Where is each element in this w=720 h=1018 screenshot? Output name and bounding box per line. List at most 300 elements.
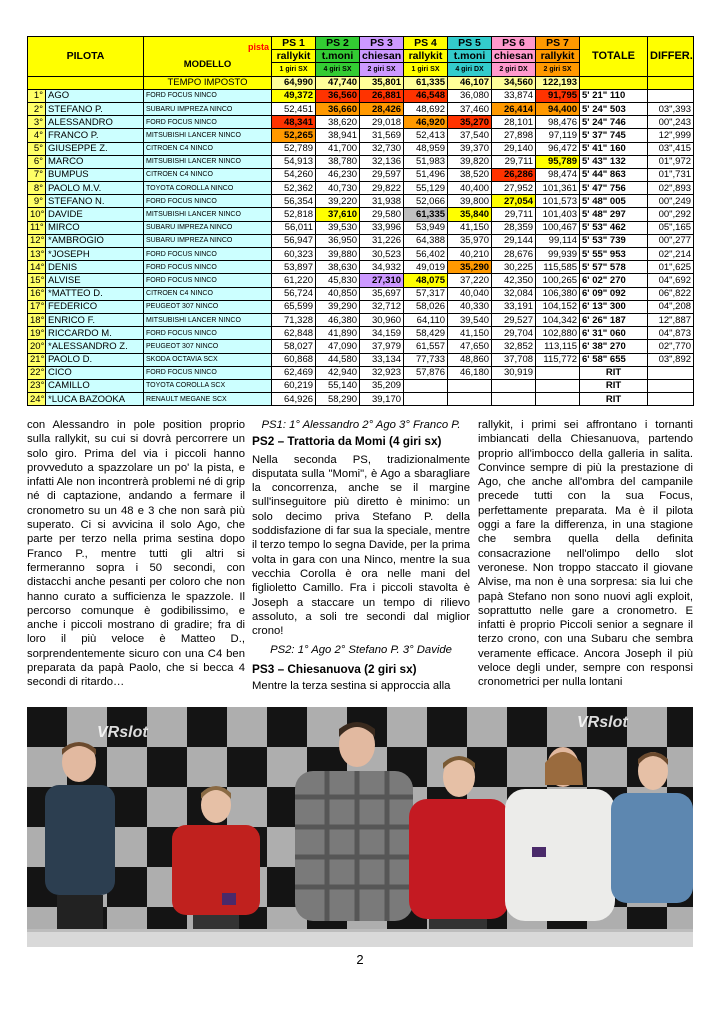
row-ps3-time: 27,310 bbox=[360, 274, 404, 287]
row-ps4-time bbox=[404, 379, 448, 392]
row-model: PEUGEOT 307 NINCO bbox=[144, 300, 272, 313]
table-row bbox=[28, 89, 694, 102]
ps2-title: PS2 – Trattoria da Momi (4 giri sx) bbox=[252, 434, 442, 449]
row-difference: 02",214 bbox=[648, 248, 694, 261]
row-ps4-time: 51,496 bbox=[404, 168, 448, 181]
row-ps2-time: 36,660 bbox=[316, 102, 360, 115]
row-ps1-time: 56,947 bbox=[272, 234, 316, 247]
row-ps7-time: 113,115 bbox=[536, 340, 580, 353]
table-row bbox=[28, 234, 694, 247]
row-ps3-time: 26,881 bbox=[360, 89, 404, 102]
table-row bbox=[28, 261, 694, 274]
row-ps1-time: 60,323 bbox=[272, 248, 316, 261]
row-ps7-time bbox=[536, 379, 580, 392]
header-ps2-sub: 4 giri SX bbox=[316, 63, 360, 76]
row-difference: 12",999 bbox=[648, 129, 694, 142]
row-total: 6' 13" 300 bbox=[580, 300, 648, 313]
row-ps6-time: 29,711 bbox=[492, 208, 536, 221]
row-position: 2° bbox=[28, 102, 46, 115]
table-row bbox=[28, 221, 694, 234]
row-model: RENAULT MEGANE SCX bbox=[144, 393, 272, 406]
table-row bbox=[28, 274, 694, 287]
row-pilot: DAVIDE bbox=[46, 208, 144, 221]
row-difference: 01",731 bbox=[648, 168, 694, 181]
row-ps4-time: 48,959 bbox=[404, 142, 448, 155]
row-total: 5' 37" 745 bbox=[580, 129, 648, 142]
table-row bbox=[28, 142, 694, 155]
row-ps2-time: 40,850 bbox=[316, 287, 360, 300]
row-difference: 06",822 bbox=[648, 287, 694, 300]
row-ps2-time: 46,230 bbox=[316, 168, 360, 181]
row-ps1-time: 65,599 bbox=[272, 300, 316, 313]
header-ps2: PS 2 bbox=[316, 37, 360, 50]
table-row bbox=[28, 208, 694, 221]
row-ps3-time: 31,938 bbox=[360, 195, 404, 208]
row-ps3-time: 31,569 bbox=[360, 129, 404, 142]
row-total: RIT bbox=[580, 366, 648, 379]
row-ps3-time: 29,822 bbox=[360, 182, 404, 195]
row-position: 6° bbox=[28, 155, 46, 168]
row-ps2-time: 44,580 bbox=[316, 353, 360, 366]
row-ps4-time: 61,335 bbox=[404, 208, 448, 221]
row-difference: 04",208 bbox=[648, 300, 694, 313]
row-model: FORD FOCUS NINCO bbox=[144, 274, 272, 287]
row-total: 6' 58" 655 bbox=[580, 353, 648, 366]
row-model: MITSUBISHI LANCER NINCO bbox=[144, 313, 272, 326]
row-ps5-time: 39,800 bbox=[448, 195, 492, 208]
row-ps3-time: 35,697 bbox=[360, 287, 404, 300]
row-ps5-time: 40,210 bbox=[448, 248, 492, 261]
row-ps1-time: 61,220 bbox=[272, 274, 316, 287]
page-number: 2 bbox=[356, 952, 364, 967]
row-total: 5' 48" 297 bbox=[580, 208, 648, 221]
row-pilot: STEFANO N. bbox=[46, 195, 144, 208]
ps3-text: Mentre la terza sestina si approccia alla bbox=[252, 680, 451, 693]
row-ps6-time: 30,225 bbox=[492, 261, 536, 274]
row-model: MITSUBISHI LANCER NINCO bbox=[144, 129, 272, 142]
row-position: 22° bbox=[28, 366, 46, 379]
row-ps4-time: 57,317 bbox=[404, 287, 448, 300]
row-difference: 03",393 bbox=[648, 102, 694, 115]
row-ps2-time: 38,630 bbox=[316, 261, 360, 274]
row-model: SUBARU IMPREZA NINCO bbox=[144, 234, 272, 247]
row-ps3-time: 29,018 bbox=[360, 116, 404, 129]
row-ps3-time: 37,979 bbox=[360, 340, 404, 353]
row-ps5-time: 37,220 bbox=[448, 274, 492, 287]
row-model: CITROEN C4 NINCO bbox=[144, 142, 272, 155]
row-ps3-time: 30,960 bbox=[360, 313, 404, 326]
row-ps5-time: 47,650 bbox=[448, 340, 492, 353]
row-total: 6' 31" 060 bbox=[580, 327, 648, 340]
tempo-ps1: 64,990 bbox=[272, 76, 316, 89]
row-ps4-time: 56,402 bbox=[404, 248, 448, 261]
row-ps5-time: 37,460 bbox=[448, 102, 492, 115]
row-ps3-time: 32,923 bbox=[360, 366, 404, 379]
row-ps3-time: 29,580 bbox=[360, 208, 404, 221]
row-pilot: PAOLO M.V. bbox=[46, 182, 144, 195]
row-pilot: *AMBROGIO bbox=[46, 234, 144, 247]
row-model: MITSUBISHI LANCER NINCO bbox=[144, 155, 272, 168]
row-total: 5' 53" 462 bbox=[580, 221, 648, 234]
row-pilot: AGO bbox=[46, 89, 144, 102]
header-modello bbox=[144, 37, 272, 77]
row-ps7-time: 91,795 bbox=[536, 89, 580, 102]
row-pilot: BUMPUS bbox=[46, 168, 144, 181]
row-ps6-time: 26,414 bbox=[492, 102, 536, 115]
table-row bbox=[28, 248, 694, 261]
row-ps7-time: 106,380 bbox=[536, 287, 580, 300]
banner-text-3: VRslot bbox=[577, 714, 628, 731]
row-position: 16° bbox=[28, 287, 46, 300]
row-total: 5' 41" 160 bbox=[580, 142, 648, 155]
table-row bbox=[28, 102, 694, 115]
row-difference: 00",277 bbox=[648, 234, 694, 247]
row-position: 3° bbox=[28, 116, 46, 129]
row-ps6-time: 29,144 bbox=[492, 234, 536, 247]
row-position: 19° bbox=[28, 327, 46, 340]
row-ps6-time: 33,874 bbox=[492, 89, 536, 102]
row-ps5-time bbox=[448, 379, 492, 392]
ps2-text: Nella seconda PS, tradizionalmente disputata sulla "Momi", è Ago a sbaragliare la concorrenza, anche se il margine sull'inseguitore più diretto è minimo: un solo decimo priva Stefano P. della soddisfazione di far sua la speciale, mentre il terzo tempo lo segna Davide, per la prima volta in gara con una Ninco, mentre la sua vecchia Corolla è ora nelle mani del figlioletto Camillo. Fra i piccoli stavolta è Joseph a staccare un tempo di rilievo assoluto, a soli tre secondi dal miglior crono! bbox=[252, 453, 470, 638]
row-pilot: ALVISE bbox=[46, 274, 144, 287]
table-row bbox=[28, 340, 694, 353]
row-ps7-time: 100,265 bbox=[536, 274, 580, 287]
row-ps4-time: 77,733 bbox=[404, 353, 448, 366]
row-total: 5' 24" 746 bbox=[580, 116, 648, 129]
row-ps7-time: 98,474 bbox=[536, 168, 580, 181]
row-pilot: *LUCA BAZOOKA bbox=[46, 393, 144, 406]
row-difference: 12",887 bbox=[648, 313, 694, 326]
row-pilot: MARCO bbox=[46, 155, 144, 168]
row-ps1-time: 53,897 bbox=[272, 261, 316, 274]
header-pilota: PILOTA bbox=[28, 37, 144, 77]
row-pilot: FRANCO P. bbox=[46, 129, 144, 142]
table-row bbox=[28, 379, 694, 392]
row-ps5-time: 40,400 bbox=[448, 182, 492, 195]
row-ps5-time: 35,840 bbox=[448, 208, 492, 221]
row-model: FORD FOCUS NINCO bbox=[144, 261, 272, 274]
table-row bbox=[28, 155, 694, 168]
table-row bbox=[28, 116, 694, 129]
row-ps1-time: 54,260 bbox=[272, 168, 316, 181]
row-difference: 00",243 bbox=[648, 116, 694, 129]
row-ps3-time: 32,730 bbox=[360, 142, 404, 155]
row-ps6-time: 32,852 bbox=[492, 340, 536, 353]
tempo-blank bbox=[28, 76, 144, 89]
row-ps5-time: 39,540 bbox=[448, 313, 492, 326]
row-ps4-time: 55,129 bbox=[404, 182, 448, 195]
row-pilot: *JOSEPH bbox=[46, 248, 144, 261]
row-ps2-time: 47,090 bbox=[316, 340, 360, 353]
row-position: 24° bbox=[28, 393, 46, 406]
row-model: PEUGEOT 307 NINCO bbox=[144, 340, 272, 353]
row-ps1-time: 62,469 bbox=[272, 366, 316, 379]
row-ps6-time: 28,359 bbox=[492, 221, 536, 234]
row-ps5-time: 39,820 bbox=[448, 155, 492, 168]
row-ps6-time: 29,140 bbox=[492, 142, 536, 155]
row-model: FORD FOCUS NINCO bbox=[144, 366, 272, 379]
row-ps6-time: 26,286 bbox=[492, 168, 536, 181]
row-difference: 01",625 bbox=[648, 261, 694, 274]
article-column-3 bbox=[478, 418, 693, 690]
header-ps6-name: chiesan bbox=[492, 50, 536, 63]
row-model: FORD FOCUS NINCO bbox=[144, 89, 272, 102]
row-position: 12° bbox=[28, 234, 46, 247]
header-ps1-name: rallykit bbox=[272, 50, 316, 63]
row-ps6-time: 30,919 bbox=[492, 366, 536, 379]
row-ps6-time: 27,952 bbox=[492, 182, 536, 195]
row-ps2-time: 41,700 bbox=[316, 142, 360, 155]
group-photo bbox=[27, 707, 693, 947]
results-table bbox=[27, 36, 694, 406]
row-ps7-time bbox=[536, 366, 580, 379]
row-total: 5' 57" 578 bbox=[580, 261, 648, 274]
tempo-ps6: 34,560 bbox=[492, 76, 536, 89]
row-ps2-time: 38,780 bbox=[316, 155, 360, 168]
row-ps2-time: 36,560 bbox=[316, 89, 360, 102]
row-ps3-time: 39,170 bbox=[360, 393, 404, 406]
article-col3-text: rallykit, i primi sei affrontano i tornanti imbiancati della Chiesanuova, partendo proprio all'imbocco della galleria in salita. Convince sempre di più la prestazione di Ago, che anche all'ombra del campanile precede tutti con la sua Focus, perfettamente preparata. Ma è il pilota oggi a fare la differenza, in una stagione che sembra quella della definita consacrazione nell'olimpo dello slot veronese. Non troppo staccato il giovane Alvise, ma non è una sorpresa: sia lui che papà Stefano non sono nuovi agli exploit, soprattutto nelle gare a cronometro. E infatti è proprio Piccoli senior a segnare il terzo crono, con una Subaru che sembra veramente efficace. Ancora Joseph il più veloce degli under, sempre con responsi cronometrici per nulla lontani bbox=[478, 419, 693, 689]
header-ps6-sub: 2 giri DX bbox=[492, 63, 536, 76]
row-ps6-time: 37,708 bbox=[492, 353, 536, 366]
row-pilot: *ALESSANDRO Z. bbox=[46, 340, 144, 353]
row-ps1-time: 54,913 bbox=[272, 155, 316, 168]
article-col1-text: con Alessandro in pole position proprio sulla rallykit, su cui si dovrà percorrere un solo giro. Prima del via i piccoli hanno provveduto a spazzolare un po' la pista, e infatti Ale non incontrerà problemi né di grip né di captazione, andando a fermare il cronometro su un 48 e 3 che non sarà più superato. Ci si avvicina il solo Ago, che parte per terzo nella prima sestina dopo Franco P., mentre tutti gli altri si fermeranno sopra i 50 secondi, con distacchi anche pesanti per coloro che non hanno curato a sufficienza le spazzole. Il percorso comunque è godibilissimo, e anche i piccoli mostrano di gradire; fra di loro il più veloce è Matteo D., sorprendentemente sicuro con una C4 ben preparata da papà Paolo, che si becca 4 secondi di ritardo… bbox=[27, 419, 245, 689]
row-pilot: DENIS bbox=[46, 261, 144, 274]
row-difference: 01",972 bbox=[648, 155, 694, 168]
row-ps6-time bbox=[492, 379, 536, 392]
row-ps5-time: 35,270 bbox=[448, 116, 492, 129]
row-model: TOYOTA COROLLA NINCO bbox=[144, 182, 272, 195]
row-ps6-time: 32,084 bbox=[492, 287, 536, 300]
row-ps5-time: 35,290 bbox=[448, 261, 492, 274]
row-ps6-time: 33,191 bbox=[492, 300, 536, 313]
row-ps1-time: 49,372 bbox=[272, 89, 316, 102]
row-ps2-time: 36,950 bbox=[316, 234, 360, 247]
header-totale: TOTALE bbox=[580, 37, 648, 77]
header-ps3: PS 3 bbox=[360, 37, 404, 50]
row-ps1-time: 56,724 bbox=[272, 287, 316, 300]
row-ps7-time: 95,789 bbox=[536, 155, 580, 168]
row-difference bbox=[648, 393, 694, 406]
header-ps7: PS 7 bbox=[536, 37, 580, 50]
row-ps5-time: 40,040 bbox=[448, 287, 492, 300]
row-ps1-time: 56,011 bbox=[272, 221, 316, 234]
row-ps6-time: 29,711 bbox=[492, 155, 536, 168]
row-difference bbox=[648, 366, 694, 379]
row-ps5-time: 40,330 bbox=[448, 300, 492, 313]
row-difference bbox=[648, 89, 694, 102]
row-ps1-time: 52,265 bbox=[272, 129, 316, 142]
row-ps1-time: 60,219 bbox=[272, 379, 316, 392]
row-position: 18° bbox=[28, 313, 46, 326]
row-difference: 05",165 bbox=[648, 221, 694, 234]
header-ps2-name: t.moni bbox=[316, 50, 360, 63]
row-ps4-time: 46,548 bbox=[404, 89, 448, 102]
row-ps2-time: 39,220 bbox=[316, 195, 360, 208]
row-pilot: PAOLO D. bbox=[46, 353, 144, 366]
tempo-ps5: 46,107 bbox=[448, 76, 492, 89]
row-model: SKODA OCTAVIA SCX bbox=[144, 353, 272, 366]
table-row bbox=[28, 366, 694, 379]
row-ps2-time: 39,290 bbox=[316, 300, 360, 313]
row-ps2-time: 39,880 bbox=[316, 248, 360, 261]
tempo-ps4: 61,335 bbox=[404, 76, 448, 89]
row-ps5-time: 48,860 bbox=[448, 353, 492, 366]
row-ps2-time: 45,830 bbox=[316, 274, 360, 287]
row-ps1-time: 48,341 bbox=[272, 116, 316, 129]
row-position: 14° bbox=[28, 261, 46, 274]
header-ps4-sub: 1 giri SX bbox=[404, 63, 448, 76]
row-position: 23° bbox=[28, 379, 46, 392]
row-ps1-time: 56,354 bbox=[272, 195, 316, 208]
row-difference bbox=[648, 379, 694, 392]
row-ps5-time bbox=[448, 393, 492, 406]
row-ps7-time: 99,939 bbox=[536, 248, 580, 261]
header-ps7-name: rallykit bbox=[536, 50, 580, 63]
table-row bbox=[28, 129, 694, 142]
header-ps4: PS 4 bbox=[404, 37, 448, 50]
row-ps7-time: 115,585 bbox=[536, 261, 580, 274]
row-pilot: FEDERICO bbox=[46, 300, 144, 313]
row-position: 9° bbox=[28, 195, 46, 208]
row-ps7-time: 98,476 bbox=[536, 116, 580, 129]
row-ps1-time: 71,328 bbox=[272, 313, 316, 326]
row-ps6-time: 29,704 bbox=[492, 327, 536, 340]
row-position: 17° bbox=[28, 300, 46, 313]
row-ps2-time: 41,890 bbox=[316, 327, 360, 340]
row-ps7-time: 97,119 bbox=[536, 129, 580, 142]
row-ps6-time: 27,898 bbox=[492, 129, 536, 142]
header-differ: DIFFER. bbox=[648, 37, 694, 77]
row-total: 6' 26" 187 bbox=[580, 313, 648, 326]
row-position: 8° bbox=[28, 182, 46, 195]
row-total: 6' 09" 092 bbox=[580, 287, 648, 300]
row-ps4-time: 64,388 bbox=[404, 234, 448, 247]
row-total: RIT bbox=[580, 379, 648, 392]
row-difference: 00",249 bbox=[648, 195, 694, 208]
row-ps7-time: 94,400 bbox=[536, 102, 580, 115]
row-ps3-time: 33,134 bbox=[360, 353, 404, 366]
row-ps7-time: 104,152 bbox=[536, 300, 580, 313]
ps1-result: PS1: 1° Alessandro 2° Ago 3° Franco P. bbox=[261, 419, 461, 431]
table-row bbox=[28, 195, 694, 208]
row-ps7-time: 100,467 bbox=[536, 221, 580, 234]
row-ps6-time: 28,676 bbox=[492, 248, 536, 261]
row-ps7-time: 101,361 bbox=[536, 182, 580, 195]
row-position: 5° bbox=[28, 142, 46, 155]
table-row bbox=[28, 300, 694, 313]
table-row bbox=[28, 182, 694, 195]
row-ps2-time: 40,730 bbox=[316, 182, 360, 195]
header-ps3-name: chiesan bbox=[360, 50, 404, 63]
row-ps6-time: 28,101 bbox=[492, 116, 536, 129]
tempo-ps2: 47,740 bbox=[316, 76, 360, 89]
row-ps4-time: 52,066 bbox=[404, 195, 448, 208]
row-ps3-time: 30,523 bbox=[360, 248, 404, 261]
row-difference: 00",292 bbox=[648, 208, 694, 221]
row-ps7-time: 104,342 bbox=[536, 313, 580, 326]
row-total: 6' 02" 270 bbox=[580, 274, 648, 287]
row-pilot: *MATTEO D. bbox=[46, 287, 144, 300]
row-ps7-time: 96,472 bbox=[536, 142, 580, 155]
header-ps6: PS 6 bbox=[492, 37, 536, 50]
row-ps6-time: 29,527 bbox=[492, 313, 536, 326]
row-model: FORD FOCUS NINCO bbox=[144, 116, 272, 129]
row-model: CITROEN C4 NINCO bbox=[144, 287, 272, 300]
results-body bbox=[28, 89, 694, 406]
row-position: 15° bbox=[28, 274, 46, 287]
row-position: 7° bbox=[28, 168, 46, 181]
row-pilot: STEFANO P. bbox=[46, 102, 144, 115]
row-ps5-time: 39,370 bbox=[448, 142, 492, 155]
table-row bbox=[28, 313, 694, 326]
row-ps4-time: 61,557 bbox=[404, 340, 448, 353]
row-model: SUBARU IMPREZA NINCO bbox=[144, 102, 272, 115]
row-ps2-time: 39,530 bbox=[316, 221, 360, 234]
row-ps3-time: 31,226 bbox=[360, 234, 404, 247]
header-ps5-name: t.moni bbox=[448, 50, 492, 63]
row-ps3-time: 29,597 bbox=[360, 168, 404, 181]
row-ps2-time: 55,140 bbox=[316, 379, 360, 392]
row-ps5-time: 37,540 bbox=[448, 129, 492, 142]
header-ps4-name: rallykit bbox=[404, 50, 448, 63]
row-total: 5' 43" 132 bbox=[580, 155, 648, 168]
row-ps1-time: 58,027 bbox=[272, 340, 316, 353]
row-ps6-time: 27,054 bbox=[492, 195, 536, 208]
article-column-2 bbox=[252, 418, 470, 693]
row-position: 1° bbox=[28, 89, 46, 102]
row-difference: 04",873 bbox=[648, 327, 694, 340]
row-ps3-time: 33,996 bbox=[360, 221, 404, 234]
row-difference: 04",692 bbox=[648, 274, 694, 287]
ps3-title: PS3 – Chiesanuova (2 giri sx) bbox=[252, 661, 417, 676]
row-model: CITROEN C4 NINCO bbox=[144, 168, 272, 181]
row-model: TOYOTA COROLLA SCX bbox=[144, 379, 272, 392]
row-ps6-time bbox=[492, 393, 536, 406]
row-total: 6' 38" 270 bbox=[580, 340, 648, 353]
row-ps1-time: 62,848 bbox=[272, 327, 316, 340]
header-ps5-sub: 4 giri DX bbox=[448, 63, 492, 76]
row-ps5-time: 35,970 bbox=[448, 234, 492, 247]
tempo-imposto-label: TEMPO IMPOSTO bbox=[144, 76, 272, 89]
row-position: 13° bbox=[28, 248, 46, 261]
row-ps4-time: 51,983 bbox=[404, 155, 448, 168]
row-pilot: ALESSANDRO bbox=[46, 116, 144, 129]
row-ps4-time: 58,026 bbox=[404, 300, 448, 313]
banner-text-1: VRslot bbox=[97, 724, 148, 741]
group-photo-illustration bbox=[27, 707, 693, 947]
row-ps3-time: 34,159 bbox=[360, 327, 404, 340]
row-ps1-time: 52,362 bbox=[272, 182, 316, 195]
row-ps7-time: 99,114 bbox=[536, 234, 580, 247]
row-ps7-time: 101,573 bbox=[536, 195, 580, 208]
row-total: 5' 55" 953 bbox=[580, 248, 648, 261]
row-position: 20° bbox=[28, 340, 46, 353]
row-ps4-time: 57,876 bbox=[404, 366, 448, 379]
tempo-total: 122,193 bbox=[536, 76, 580, 89]
row-difference: 03",892 bbox=[648, 353, 694, 366]
row-total: 5' 21" 110 bbox=[580, 89, 648, 102]
row-ps7-time: 101,403 bbox=[536, 208, 580, 221]
row-ps3-time: 35,209 bbox=[360, 379, 404, 392]
row-ps3-time: 32,712 bbox=[360, 300, 404, 313]
row-ps1-time: 60,868 bbox=[272, 353, 316, 366]
header-pista: pista bbox=[248, 42, 270, 53]
row-position: 11° bbox=[28, 221, 46, 234]
row-position: 4° bbox=[28, 129, 46, 142]
header-ps3-sub: 2 giri SX bbox=[360, 63, 404, 76]
